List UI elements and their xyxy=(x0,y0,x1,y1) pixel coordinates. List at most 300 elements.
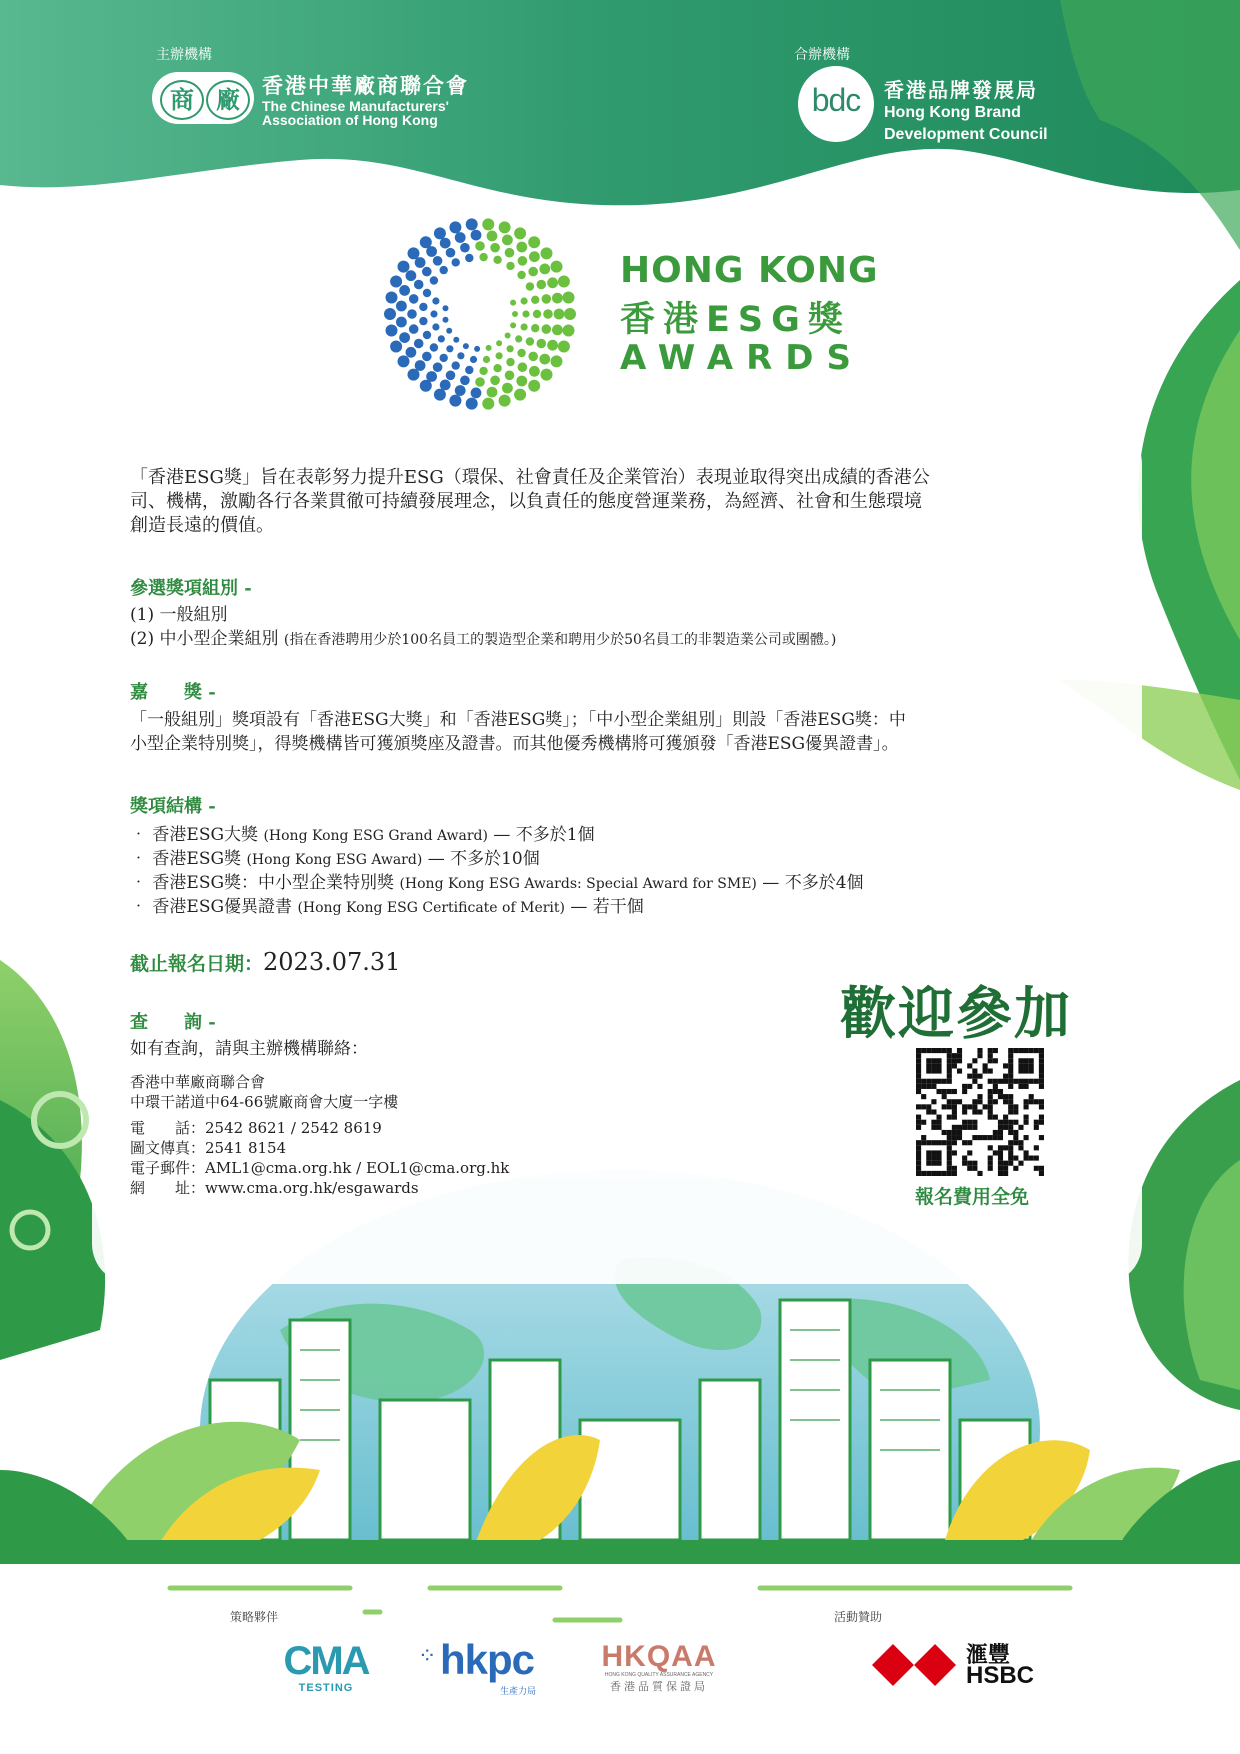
structure-item-count: — 不多於10個 xyxy=(427,849,540,869)
logo-dot xyxy=(537,280,547,290)
logo-dot xyxy=(440,266,448,274)
enquiry-fax xyxy=(130,1138,286,1158)
qr-module xyxy=(967,1166,972,1171)
logo-dot xyxy=(440,354,448,362)
qr-module xyxy=(1034,1156,1039,1161)
logo-dot xyxy=(528,267,538,277)
qr-module xyxy=(952,1115,957,1120)
logo-dot xyxy=(551,355,563,367)
qr-module xyxy=(1008,1099,1013,1104)
qr-module xyxy=(1018,1068,1023,1073)
logo-dot xyxy=(541,247,553,259)
qr-module xyxy=(998,1150,1003,1155)
qr-module xyxy=(947,1079,952,1084)
structure-item-en: (Hong Kong ESG Awards: Special Award for SME) xyxy=(399,876,757,892)
logo-dot xyxy=(474,346,480,352)
logo-dot xyxy=(506,262,514,270)
structure-item-en: (Hong Kong ESG Certificate of Merit) xyxy=(297,900,565,916)
logo-dot xyxy=(483,356,490,363)
qr-module xyxy=(967,1150,972,1155)
qr-module xyxy=(1024,1084,1029,1089)
qr-module xyxy=(1008,1125,1013,1130)
qr-module xyxy=(977,1094,982,1099)
qr-module xyxy=(957,1135,962,1140)
qr-module xyxy=(1018,1058,1023,1063)
phone-label: 電 話： xyxy=(130,1119,206,1137)
qr-module xyxy=(1008,1150,1013,1155)
qr-module xyxy=(952,1058,957,1063)
qr-module xyxy=(947,1048,952,1053)
qr-module xyxy=(1029,1094,1034,1099)
logo-dot xyxy=(471,230,482,241)
logo-dot xyxy=(558,341,570,353)
category-2-name: (2) 中小型企業組別 xyxy=(130,629,279,649)
qr-module xyxy=(926,1068,931,1073)
qr-module xyxy=(952,1125,957,1130)
logo-dot xyxy=(463,343,469,349)
logo-dot xyxy=(390,276,402,288)
email-link[interactable]: AML1@cma.org.hk / EOL1@cma.org.hk xyxy=(205,1159,510,1177)
title-line-2: 香港ESG獎 xyxy=(620,300,851,340)
structure-item-cn: ‧ 香港ESG大獎 xyxy=(130,825,259,845)
logo-dot xyxy=(434,227,446,239)
logo-dot xyxy=(487,231,498,242)
qr-module xyxy=(1003,1166,1008,1171)
cma-name-en-1: The Chinese Manufacturers' xyxy=(262,98,449,114)
qr-module xyxy=(1008,1156,1013,1161)
qr-module xyxy=(942,1104,947,1109)
qr-module xyxy=(936,1058,941,1063)
qr-module xyxy=(1008,1130,1013,1135)
qr-module xyxy=(916,1140,921,1145)
logo-dot xyxy=(443,305,449,311)
qr-module xyxy=(942,1130,947,1135)
logo-dot xyxy=(422,352,432,362)
qr-module xyxy=(1039,1115,1044,1120)
qr-module xyxy=(916,1150,921,1155)
qr-module xyxy=(926,1150,931,1155)
structure-item xyxy=(130,896,644,920)
qr-module xyxy=(967,1125,972,1130)
qr-module xyxy=(998,1094,1003,1099)
logo-dot xyxy=(496,352,503,359)
qr-module xyxy=(993,1084,998,1089)
qr-module xyxy=(993,1130,998,1135)
coorganiser-label: 合辦機構 xyxy=(794,47,850,63)
qr-module xyxy=(1039,1079,1044,1084)
qr-module xyxy=(947,1058,952,1063)
qr-module xyxy=(977,1109,982,1114)
qr-module xyxy=(947,1150,952,1155)
qr-module xyxy=(916,1089,921,1094)
qr-module xyxy=(1039,1048,1044,1053)
qr-module xyxy=(962,1156,967,1161)
qr-module xyxy=(1024,1135,1029,1140)
qr-module xyxy=(947,1074,952,1079)
qr-module xyxy=(947,1166,952,1171)
logo-dot xyxy=(487,387,498,398)
logo-dot xyxy=(479,253,487,261)
qr-module xyxy=(1008,1068,1013,1073)
qr-module xyxy=(998,1171,1003,1176)
qr-module xyxy=(926,1161,931,1166)
qr-module xyxy=(1008,1109,1013,1114)
logo-dot xyxy=(551,261,563,273)
partners-label: 策略夥伴 xyxy=(230,1610,279,1624)
qr-module xyxy=(1008,1161,1013,1166)
logo-dot xyxy=(398,261,410,273)
qr-module xyxy=(916,1125,921,1130)
qr-module xyxy=(1013,1079,1018,1084)
qr-module xyxy=(936,1115,941,1120)
qr-module xyxy=(952,1109,957,1114)
qr-module xyxy=(1003,1099,1008,1104)
cma-testing-big: CMA xyxy=(283,1639,369,1683)
hkqaa-logo xyxy=(594,1642,724,1694)
qr-module xyxy=(926,1063,931,1068)
logo-dot xyxy=(423,289,431,297)
qr-module xyxy=(972,1104,977,1109)
qr-module xyxy=(936,1068,941,1073)
qr-module xyxy=(931,1099,936,1104)
logo-dot xyxy=(521,323,528,330)
hsbc-cn: 滙豐 xyxy=(966,1643,1011,1668)
categories-heading: 參選獎項組別 - xyxy=(130,578,252,599)
enquiry-phone xyxy=(130,1118,382,1138)
registration-qr-code[interactable] xyxy=(916,1048,1044,1176)
qr-module xyxy=(977,1171,982,1176)
logo-dot xyxy=(514,389,526,401)
qr-module xyxy=(926,1171,931,1176)
web-link[interactable]: www.cma.org.hk/esgawards xyxy=(205,1179,419,1197)
prizes-heading: 嘉 獎 - xyxy=(130,682,216,703)
qr-module xyxy=(1034,1120,1039,1125)
qr-module xyxy=(942,1048,947,1053)
qr-module xyxy=(921,1140,926,1145)
qr-module xyxy=(926,1079,931,1084)
enquiry-org: 香港中華廠商聯合會 xyxy=(130,1073,266,1091)
qr-module xyxy=(967,1161,972,1166)
deadline-label: 截止報名日期： xyxy=(130,953,264,975)
qr-module xyxy=(1008,1079,1013,1084)
logo-dot xyxy=(430,310,437,317)
bdc-name-en-1: Hong Kong Brand xyxy=(884,104,1021,121)
organiser-label: 主辦機構 xyxy=(156,47,212,63)
web-label: 網 址： xyxy=(130,1179,206,1197)
logo-dot xyxy=(406,270,417,281)
logo-dot xyxy=(516,242,527,253)
qr-module xyxy=(1039,1053,1044,1058)
logo-dot xyxy=(554,309,565,320)
logo-dot xyxy=(446,371,456,381)
logo-dot xyxy=(396,317,407,328)
qr-module xyxy=(977,1135,982,1140)
qr-module xyxy=(962,1161,967,1166)
logo-dot xyxy=(433,362,443,372)
logo-dot xyxy=(457,352,464,359)
logo-dot xyxy=(396,301,407,312)
qr-module xyxy=(1034,1048,1039,1053)
qr-module xyxy=(952,1140,957,1145)
logo-dot xyxy=(490,243,500,253)
qr-module xyxy=(1024,1104,1029,1109)
qr-module xyxy=(916,1084,921,1089)
logo-dot xyxy=(419,317,427,325)
qr-module xyxy=(993,1048,998,1053)
logo-dot xyxy=(490,376,500,386)
qr-module xyxy=(1003,1171,1008,1176)
qr-module xyxy=(962,1125,967,1130)
cma-name-en-2: Association of Hong Kong xyxy=(262,112,438,128)
logo-dot xyxy=(422,267,432,277)
qr-module xyxy=(1039,1084,1044,1089)
logo-dot xyxy=(465,366,473,374)
bdc-logo-text: bdc xyxy=(811,82,861,118)
qr-module xyxy=(967,1074,972,1079)
qr-module xyxy=(998,1120,1003,1125)
qr-module xyxy=(936,1089,941,1094)
qr-module xyxy=(1039,1074,1044,1079)
logo-dot xyxy=(409,294,419,304)
qr-module xyxy=(1018,1125,1023,1130)
qr-module xyxy=(1039,1171,1044,1176)
qr-module xyxy=(977,1048,982,1053)
qr-module xyxy=(988,1161,993,1166)
qr-module xyxy=(931,1109,936,1114)
logo-dot xyxy=(502,235,513,246)
logo-dot xyxy=(415,257,426,268)
qr-module xyxy=(931,1156,936,1161)
qr-module xyxy=(993,1115,998,1120)
qr-module xyxy=(1003,1125,1008,1130)
qr-module xyxy=(1013,1156,1018,1161)
qr-module xyxy=(993,1135,998,1140)
logo-dot xyxy=(430,276,438,284)
qr-module xyxy=(916,1079,921,1084)
title-line-3: AWARDS xyxy=(620,338,864,378)
qr-module xyxy=(931,1161,936,1166)
deadline xyxy=(130,948,400,976)
qr-module xyxy=(936,1161,941,1166)
qr-module xyxy=(1024,1063,1029,1068)
qr-module xyxy=(977,1099,982,1104)
qr-module xyxy=(936,1063,941,1068)
footer-dashes xyxy=(0,1564,1240,1644)
qr-module xyxy=(947,1068,952,1073)
logo-dot xyxy=(414,339,424,349)
qr-module xyxy=(916,1053,921,1058)
qr-module xyxy=(1039,1068,1044,1073)
qr-module xyxy=(942,1094,947,1099)
qr-module xyxy=(936,1120,941,1125)
logo-dot xyxy=(493,256,501,264)
logo-dot xyxy=(505,248,515,258)
qr-module xyxy=(957,1068,962,1073)
prizes-line-1: 「一般組別」獎項設有「香港ESG大獎」和「香港ESG獎」；「中小型企業組別」則設「香港ESG獎：中 xyxy=(130,710,906,730)
qr-module xyxy=(988,1156,993,1161)
logo-dot xyxy=(471,388,482,399)
logo-dot xyxy=(531,296,539,304)
qr-module xyxy=(988,1048,993,1053)
logo-dot xyxy=(499,221,511,233)
logo-dot xyxy=(407,309,417,319)
logo-dot xyxy=(505,333,511,339)
logo-dot xyxy=(552,293,563,304)
logo-dot xyxy=(446,345,453,352)
intro-line-3: 創造長遠的價值。 xyxy=(130,515,274,536)
qr-module xyxy=(1024,1156,1029,1161)
qr-module xyxy=(942,1089,947,1094)
qr-module xyxy=(988,1166,993,1171)
qr-module xyxy=(916,1156,921,1161)
logo-dot xyxy=(440,238,451,249)
qr-module xyxy=(988,1135,993,1140)
qr-module xyxy=(931,1125,936,1130)
qr-module xyxy=(1008,1140,1013,1145)
qr-module xyxy=(952,1089,957,1094)
qr-module xyxy=(1008,1048,1013,1053)
logo-dot xyxy=(453,337,459,343)
qr-module xyxy=(947,1135,952,1140)
hkpc-big: hkpc xyxy=(440,1636,535,1683)
qr-module xyxy=(1018,1084,1023,1089)
logo-dot xyxy=(518,362,528,372)
logo-dot xyxy=(452,258,460,266)
qr-module xyxy=(952,1130,957,1135)
logo-dot xyxy=(563,325,575,337)
qr-module xyxy=(1003,1079,1008,1084)
logo-dot xyxy=(399,285,410,296)
qr-module xyxy=(1024,1058,1029,1063)
structure-heading: 獎項結構 - xyxy=(130,796,216,817)
logo-dot xyxy=(465,254,473,262)
logo-dot xyxy=(502,383,513,394)
qr-module xyxy=(1003,1115,1008,1120)
qr-module xyxy=(921,1048,926,1053)
category-2 xyxy=(130,628,836,652)
qr-module xyxy=(926,1156,931,1161)
qr-module xyxy=(972,1166,977,1171)
qr-module xyxy=(988,1109,993,1114)
qr-module xyxy=(1029,1058,1034,1063)
logo-dot xyxy=(505,371,515,381)
logo-dot xyxy=(547,340,558,351)
logo-dot xyxy=(426,371,437,382)
qr-module xyxy=(931,1048,936,1053)
qr-module xyxy=(952,1150,957,1155)
structure-item-count: — 不多於4個 xyxy=(762,873,864,893)
category-1: (1) 一般組別 xyxy=(130,605,228,625)
qr-module xyxy=(983,1104,988,1109)
logo-dot xyxy=(415,360,426,371)
title-line-1: HONG KONG xyxy=(620,250,879,291)
qr-module xyxy=(1039,1166,1044,1171)
qr-module xyxy=(967,1063,972,1068)
fee-note: 報名費用全免 xyxy=(915,1186,1030,1208)
logo-dot xyxy=(443,317,449,323)
fax-value: 2541 8154 xyxy=(205,1139,287,1157)
logo-dot xyxy=(455,385,466,396)
qr-module xyxy=(998,1130,1003,1135)
qr-module xyxy=(1039,1104,1044,1109)
qr-module xyxy=(962,1104,967,1109)
qr-module xyxy=(926,1104,931,1109)
logo-dot xyxy=(479,367,487,375)
qr-module xyxy=(1034,1099,1039,1104)
qr-module xyxy=(931,1084,936,1089)
qr-module xyxy=(1003,1094,1008,1099)
qr-module xyxy=(952,1063,957,1068)
hkqaa-big: HKQAA xyxy=(601,1640,717,1673)
logo-dot xyxy=(470,356,477,363)
qr-module xyxy=(947,1161,952,1166)
qr-module xyxy=(1008,1094,1013,1099)
logo-dot xyxy=(547,277,558,288)
logo-dot xyxy=(399,332,410,343)
logo-dot xyxy=(514,227,526,239)
qr-module xyxy=(1024,1048,1029,1053)
enquiry-email xyxy=(130,1158,509,1178)
qr-module xyxy=(1024,1150,1029,1155)
logo-dot xyxy=(496,340,502,346)
qr-module xyxy=(916,1074,921,1079)
logo-dot xyxy=(512,311,518,317)
qr-module xyxy=(931,1079,936,1084)
qr-module xyxy=(1003,1074,1008,1079)
qr-module xyxy=(988,1104,993,1109)
qr-module xyxy=(942,1140,947,1145)
qr-module xyxy=(1003,1161,1008,1166)
qr-module xyxy=(931,1171,936,1176)
logo-dot xyxy=(423,331,431,339)
qr-module xyxy=(962,1089,967,1094)
qr-module xyxy=(1039,1135,1044,1140)
enquiry-address: 中環干諾道中64-66號廠商會大廈一字樓 xyxy=(130,1093,399,1111)
logo-dot xyxy=(528,380,540,392)
qr-module xyxy=(1034,1079,1039,1084)
qr-module xyxy=(1029,1068,1034,1073)
hkqaa-tiny: HONG KONG QUALITY ASSURANCE AGENCY xyxy=(604,1672,714,1678)
logo-dot xyxy=(406,347,417,358)
qr-module xyxy=(1003,1120,1008,1125)
bdc-name-en-2: Development Council xyxy=(884,126,1048,143)
logo-dot xyxy=(408,369,420,381)
logo-dot xyxy=(449,395,461,407)
structure-item xyxy=(130,848,540,872)
logo-dot xyxy=(515,335,522,342)
logo-dot xyxy=(408,247,420,259)
qr-module xyxy=(921,1094,926,1099)
qr-module xyxy=(931,1150,936,1155)
cma-name-cn: 香港中華廠商聯合會 xyxy=(262,74,469,98)
qr-module xyxy=(1034,1145,1039,1150)
qr-module xyxy=(1029,1048,1034,1053)
qr-module xyxy=(926,1048,931,1053)
structure-item-cn: ‧ 香港ESG優異證書 xyxy=(130,897,293,917)
qr-module xyxy=(916,1104,921,1109)
logo-dot xyxy=(409,324,419,334)
qr-module xyxy=(993,1099,998,1104)
qr-module xyxy=(998,1156,1003,1161)
logo-dot xyxy=(507,345,514,352)
qr-module xyxy=(916,1171,921,1176)
qr-module xyxy=(967,1120,972,1125)
logo-dot xyxy=(528,236,540,248)
qr-module xyxy=(952,1171,957,1176)
qr-module xyxy=(1018,1079,1023,1084)
qr-module xyxy=(936,1171,941,1176)
qr-module xyxy=(947,1145,952,1150)
